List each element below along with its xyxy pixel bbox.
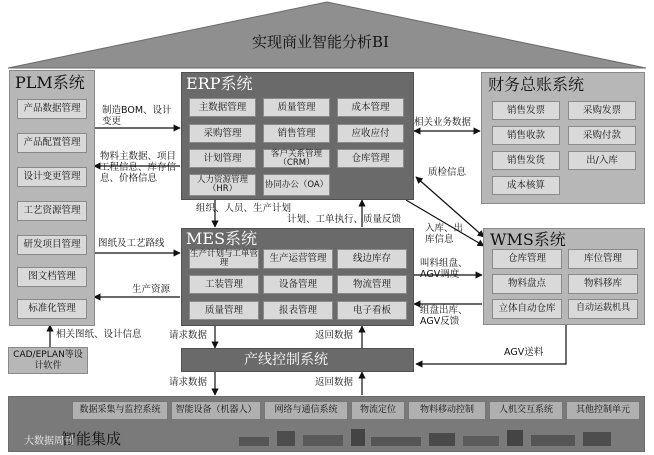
label-wms-erp: 入库、出库信息 [425,223,464,245]
integration-item[interactable]: 人机交互系统 [489,401,563,420]
wms-panel [483,228,645,325]
erp-item[interactable]: 协同办公（OA） [263,174,330,196]
label-mes-line: 请求数据 [169,330,208,341]
plm-item[interactable]: 研发项目管理 [17,235,87,255]
finance-item[interactable]: 成本核算 [492,176,560,195]
mes-item[interactable]: 工装管理 [189,275,259,294]
wms-item[interactable]: 库位管理 [568,249,638,269]
label-wms-line: AGV送料 [504,347,544,358]
label-mes-wms: 叫料组盘、AGV调度 [420,258,468,280]
line-control-title: 产线控制系统 [244,352,328,368]
roof-title: 实现商业智能分析BI [252,33,389,51]
integration-item[interactable]: 智能设备（机器人） [171,401,261,420]
mes-item[interactable]: 电子看板 [337,301,407,320]
label-plm-mes: 图纸及工艺路线 [98,238,165,249]
mes-panel [181,228,414,326]
label-line-mes: 返回数据 [315,330,354,341]
integration-item[interactable]: 网络与通信系统 [264,401,348,420]
mes-item[interactable]: 物流管理 [337,275,407,294]
integration-panel [8,396,645,452]
finance-title: 财务总账系统 [488,75,585,94]
plm-item[interactable]: 产品数据管理 [17,99,87,119]
finance-item[interactable]: 销售收款 [492,126,560,145]
plm-item[interactable]: 标准化管理 [17,299,87,319]
erp-item[interactable]: 采购管理 [189,124,256,143]
wms-item[interactable]: 物料盘点 [492,274,562,294]
label-erp-fin: 相关业务数据 [414,117,472,128]
integration-title: 智能集成 [61,430,122,448]
mes-item[interactable]: 报表管理 [263,301,333,320]
wms-item[interactable]: 自动运载机具 [568,299,638,319]
erp-item[interactable]: 主数据管理 [189,98,256,117]
mes-item[interactable]: 生产计划与工单管理 [190,249,259,268]
label-mes-erp: 计划、工单执行、质量反馈 [287,214,402,225]
cad-label: CAD/EPLAN等设计软件 [13,350,83,371]
erp-item[interactable]: 仓库管理 [337,149,404,168]
plm-title: PLM系统 [15,73,85,92]
integration-item[interactable]: 物料移动控制 [408,401,486,420]
erp-item[interactable]: 计划管理 [189,149,256,168]
erp-title: ERP系统 [186,74,253,93]
integration-item[interactable]: 数据采集与监控系统 [72,401,168,420]
erp-panel [181,72,414,200]
mes-item[interactable]: 质量管理 [189,301,259,320]
wms-item[interactable]: 立体自动仓库 [492,299,562,319]
watermark: 大数据周刊 [24,436,74,447]
finance-item[interactable]: 销售发票 [492,101,560,120]
finance-item[interactable]: 出/入库 [568,151,636,170]
mes-item[interactable]: 设备管理 [263,275,333,294]
label-bottom-line: 返回数据 [315,377,354,388]
line-control-panel [181,348,414,372]
label-mes-plm: 生产资源 [132,284,171,295]
plm-item[interactable]: 工艺资源管理 [17,201,87,221]
label-erp-plm: 物料主数据、项目工程信息、库存信息、价格信息 [100,151,177,184]
mes-item[interactable]: 生产运营管理 [263,249,333,269]
finance-panel [481,72,645,204]
mes-item[interactable]: 线边库存 [337,249,407,269]
erp-item[interactable]: 应收应付 [337,124,404,143]
integration-item[interactable]: 物流定位 [351,401,405,420]
mes-title: MES系统 [186,229,258,248]
erp-item[interactable]: 成本管理 [337,98,404,117]
finance-item[interactable]: 采购付款 [568,126,636,145]
erp-item[interactable]: 客户关系管理（CRM） [263,149,330,168]
wms-item[interactable]: 仓库管理 [492,249,562,269]
finance-item[interactable]: 采购发票 [568,101,636,120]
plm-item[interactable]: 产品配置管理 [17,133,87,153]
plm-item[interactable]: 图文档管理 [17,267,87,287]
plm-item[interactable]: 设计变更管理 [17,167,87,187]
finance-item[interactable]: 销售发货 [492,151,560,170]
label-wms-mes: 组盘出库、AGV反馈 [420,305,468,327]
label-line-bottom: 请求数据 [169,377,208,388]
device-icons [229,425,629,449]
plm-panel [9,70,95,326]
erp-item[interactable]: 销售管理 [263,124,330,143]
label-plm-erp: 制造BOM、设计变更 [102,105,172,127]
arrow-wms-line [416,325,566,364]
label-fin-wms: 质检信息 [428,167,467,178]
wms-title: WMS系统 [490,230,566,249]
integration-item[interactable]: 其他控制单元 [566,401,640,420]
wms-item[interactable]: 物料移库 [568,274,638,294]
erp-item[interactable]: 人力资源管理（HR） [189,174,256,196]
erp-item[interactable]: 质量管理 [263,98,330,117]
label-erp-mes: 组织、人员、生产计划 [196,203,292,214]
label-cad-plm: 相关图纸、设计信息 [56,329,142,340]
